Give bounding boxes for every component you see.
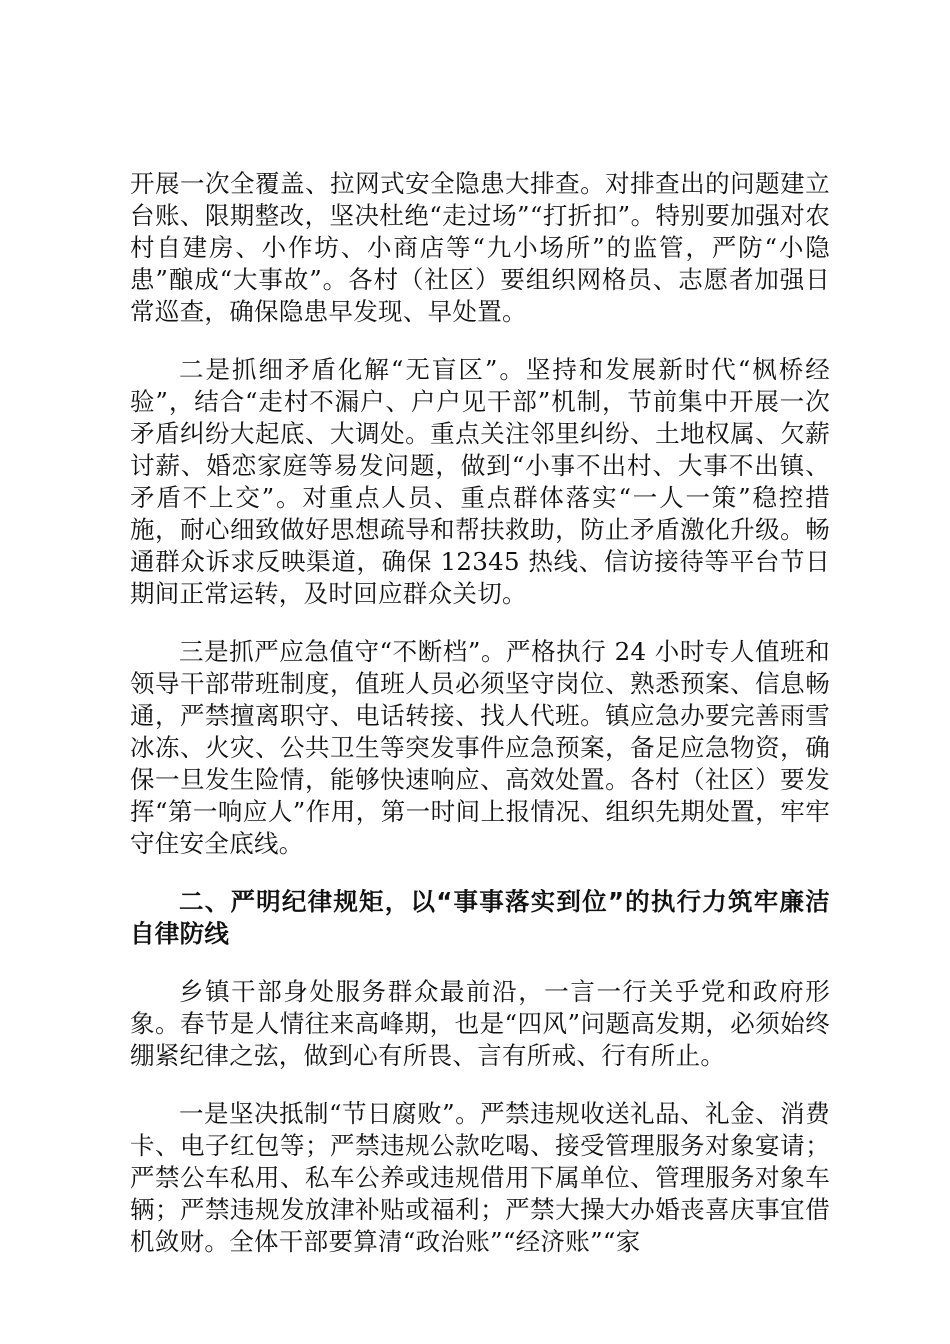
paragraph-5: 一是坚决抵制“节日腐败”。严禁违规收送礼品、礼金、消费卡、电子红包等；严禁违规公款吃喝、接受管理服务对象宴请；严禁公车私用、私车公养或违规借用下属单位、管理服务对象车辆；严禁违规发放津补贴或福利；严禁大操大办婚丧喜庆事宜借机敛财。全体干部要算清“政治账”“经济账”“家 — [130, 1099, 830, 1256]
paragraph-1: 开展一次全覆盖、拉网式安全隐患大排查。对排查出的问题建立台账、限期整改，坚决杜绝“走过场”“打折扣”。特别要加强对农村自建房、小作坊、小商店等“九小场所”的监管，严防“小隐患”酿成“大事故”。各村（社区）要组织网格员、志愿者加强日常巡查，确保隐患早发现、早处置。 — [130, 169, 830, 326]
paragraph-4: 乡镇干部身处服务群众最前沿，一言一行关乎党和政府形象。春节是人情往来高峰期，也是“四风”问题高发期，必须始终绷紧纪律之弦，做到心有所畏、言有所戒、行有所止。 — [130, 977, 830, 1070]
paragraph-3: 三是抓严应急值守“不断档”。严格执行 24 小时专人值班和领导干部带班制度，值班人员必须坚守岗位、熟悉预案、信息畅通，严禁擅离职守、电话转接、找人代班。镇应急办要完善雨雪冰冻、火灾、公共卫生等突发事件应急预案，备足应急物资，确保一旦发生险情，能够快速响应、高效处置。各村（社区）要发挥“第一响应人”作用，第一时间上报情况、组织先期处置，牢牢守住安全底线。 — [130, 637, 830, 858]
document-body — [130, 168, 830, 1284]
paragraph-2: 二是抓细矛盾化解“无盲区”。坚持和发展新时代“枫桥经验”，结合“走村不漏户、户户见干部”机制，节前集中开展一次矛盾纠纷大起底、大调处。重点关注邻里纠纷、土地权属、欠薪讨薪、婚恋家庭等易发问题，做到“小事不出村、大事不出镇、矛盾不上交”。对重点人员、重点群体落实“一人一策”稳控措施，耐心细致做好思想疏导和帮扶救助，防止矛盾激化升级。畅通群众诉求反映渠道，确保 12345 热线、信访接待等平台节日期间正常运转，及时回应群众关切。 — [130, 355, 830, 608]
section-heading: 二、严明纪律规矩，以“事事落实到位”的执行力筑牢廉洁自律防线 — [130, 887, 830, 948]
